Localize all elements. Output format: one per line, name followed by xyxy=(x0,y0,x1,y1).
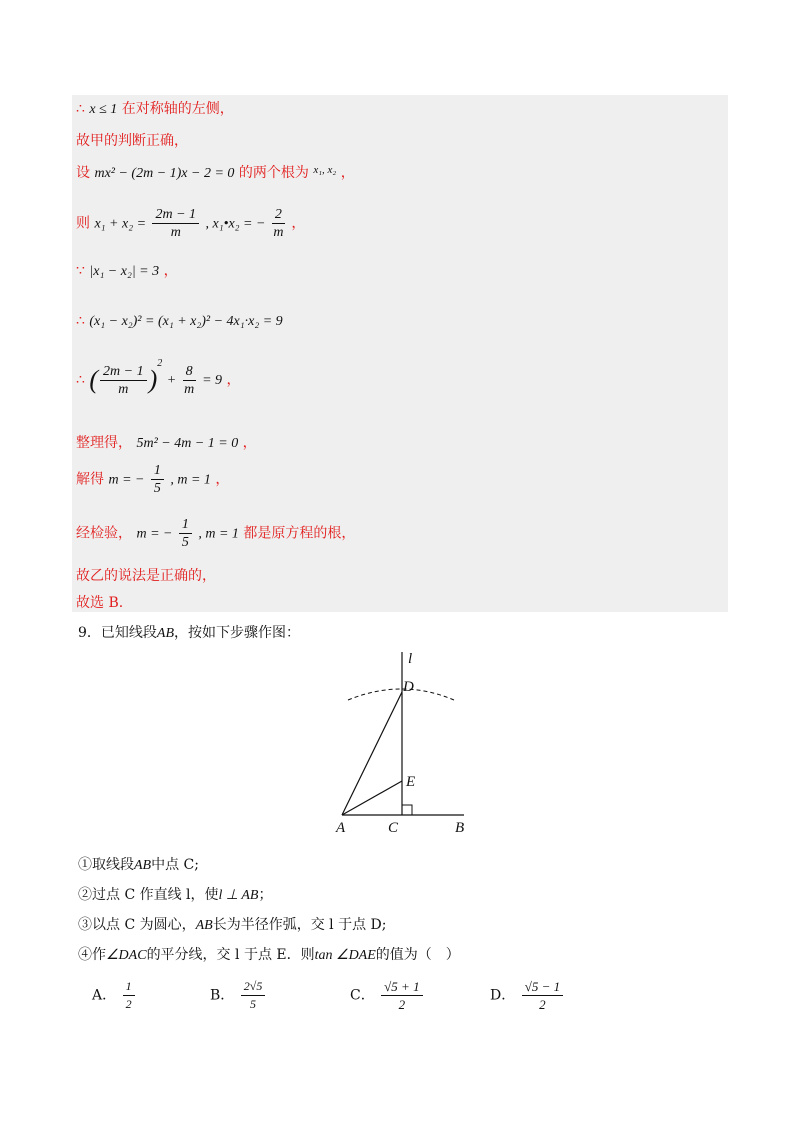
solution-text: 在对称轴的左侧， xyxy=(121,101,234,117)
solution-text: 设 xyxy=(76,165,90,181)
label-e: E xyxy=(406,774,416,790)
choice-letter: C． xyxy=(350,987,375,1004)
fraction xyxy=(151,462,164,497)
question-text: ③以点 C 为圆心， xyxy=(78,917,196,933)
choice-c[interactable] xyxy=(350,978,425,1013)
fraction xyxy=(152,206,199,241)
left-paren: ( xyxy=(89,365,99,394)
fraction-denominator: 5 xyxy=(250,997,257,1011)
choice-d[interactable] xyxy=(490,978,565,1013)
label-l: l xyxy=(408,651,413,667)
question-text: 9．已知线段 xyxy=(78,625,157,641)
solution-line-8 xyxy=(76,432,257,452)
math-expression: m = − xyxy=(136,526,173,542)
math-expression: tan ∠DAE xyxy=(314,948,376,963)
math-expression: , x₁•x₂ = − xyxy=(205,216,266,232)
solution-text: 整理得， xyxy=(76,435,132,451)
step-3 xyxy=(78,914,387,934)
because-symbol: ∵ xyxy=(76,263,85,279)
fraction xyxy=(381,978,422,1013)
fraction-numerator: 1 xyxy=(179,516,192,534)
solution-line-12 xyxy=(76,592,123,612)
step-2 xyxy=(78,884,272,904)
fraction-numerator: 2m − 1 xyxy=(152,206,199,224)
math-expression: , m = 1 xyxy=(198,526,239,542)
question-stem xyxy=(78,622,300,642)
choice-letter: B． xyxy=(210,987,235,1004)
math-expression: AB xyxy=(195,918,213,933)
fraction xyxy=(272,206,285,241)
solution-text: 故选 B. xyxy=(76,595,124,611)
right-angle-mark xyxy=(402,805,412,815)
solution-line-1 xyxy=(76,98,234,118)
solution-text: ， xyxy=(291,215,306,232)
solution-line-7 xyxy=(76,358,241,398)
solution-text: 故乙的说法是正确的， xyxy=(76,568,216,584)
math-expression: m = − xyxy=(108,472,145,488)
math-expression: + xyxy=(166,373,177,388)
solution-text: 的两个根为 xyxy=(238,165,309,181)
question-text: ，按如下步骤作图： xyxy=(174,625,301,641)
fraction xyxy=(123,978,135,1013)
solution-line-10 xyxy=(76,516,355,551)
fraction-numerator: 8 xyxy=(183,363,196,381)
math-expression: AB xyxy=(134,858,152,873)
solution-text: ， xyxy=(215,471,230,488)
fraction-denominator: 2 xyxy=(398,997,406,1012)
choice-letter: A． xyxy=(92,987,117,1004)
fraction xyxy=(183,363,196,398)
solution-line-4 xyxy=(76,206,305,241)
label-c: C xyxy=(388,820,399,836)
solution-line-11 xyxy=(76,565,216,585)
solution-line-6 xyxy=(76,313,283,330)
fraction-numerator: 2 xyxy=(272,206,285,224)
label-d: D xyxy=(403,679,414,695)
fraction-numerator: √5 + 1 xyxy=(381,978,422,996)
math-expression: ∠DAC xyxy=(106,948,147,963)
fraction-denominator: 5 xyxy=(153,481,161,496)
solution-text: 解得 xyxy=(76,471,104,488)
math-expression: x₁ + x₂ = xyxy=(94,216,147,232)
solution-line-9 xyxy=(76,462,229,497)
fraction-denominator: m xyxy=(184,381,195,397)
question-text: 中点 C; xyxy=(151,857,199,873)
math-expression: , m = 1 xyxy=(170,472,211,488)
solution-line-5 xyxy=(76,260,178,280)
geometry-figure xyxy=(330,648,480,838)
solution-text: 则 xyxy=(76,215,90,232)
solution-line-3 xyxy=(76,162,355,182)
math-expression: x₁, x₂ xyxy=(313,164,337,176)
math-expression: 5m² − 4m − 1 = 0 xyxy=(136,436,239,451)
solution-text: ， xyxy=(163,263,178,279)
step-4 xyxy=(78,944,460,964)
math-expression: x ≤ 1 xyxy=(89,102,118,117)
math-expression: = 9 xyxy=(202,373,223,388)
math-expression: AB xyxy=(156,626,175,641)
label-b: B xyxy=(455,820,465,836)
question-text: ②过点 C 作直线 l，使 xyxy=(78,887,219,903)
choice-b[interactable] xyxy=(210,978,267,1013)
question-text: 的平分线，交 l 于点 E．则 xyxy=(146,947,315,963)
question-text: ④作 xyxy=(78,947,106,963)
fraction-denominator: m xyxy=(273,225,284,240)
right-paren: ) xyxy=(148,365,158,394)
step-1 xyxy=(78,854,199,874)
fraction-denominator: m xyxy=(170,225,181,240)
fraction-numerator: √5 − 1 xyxy=(522,978,563,996)
solution-text: 经检验， xyxy=(76,525,132,542)
choice-a[interactable] xyxy=(92,978,137,1013)
solution-text: 都是原方程的根， xyxy=(243,525,356,542)
fraction-numerator: 2√5 xyxy=(241,978,266,996)
solution-text: ， xyxy=(242,435,257,451)
math-expression: mx² − (2m − 1)x − 2 = 0 xyxy=(94,166,235,181)
question-text: 的值为（ ） xyxy=(375,947,460,963)
fraction xyxy=(241,978,266,1013)
fraction-numerator: 1 xyxy=(151,462,164,480)
fraction-numerator: 1 xyxy=(123,978,135,996)
therefore-symbol: ∴ xyxy=(76,372,85,388)
math-expression: |x₁ − x₂| = 3 xyxy=(89,264,160,279)
segment-ae xyxy=(342,781,402,815)
math-expression: (x₁ − x₂)² = (x₁ + x₂)² − 4x₁·x₂ = 9 xyxy=(89,314,283,329)
choice-letter: D． xyxy=(490,987,516,1004)
fraction-denominator: 2 xyxy=(125,997,132,1011)
question-text: ； xyxy=(258,887,273,903)
exponent: 2 xyxy=(157,358,163,369)
segment-ad xyxy=(342,692,402,815)
fraction xyxy=(100,363,147,398)
solution-text: 故甲的判断正确， xyxy=(76,133,188,149)
fraction xyxy=(179,516,192,551)
solution-text: ， xyxy=(340,165,355,181)
question-text: 长为半径作弧，交 l 于点 D; xyxy=(212,917,387,933)
fraction-denominator: 5 xyxy=(181,535,189,550)
label-a: A xyxy=(336,820,346,836)
therefore-symbol: ∴ xyxy=(76,313,85,329)
fraction-denominator: 2 xyxy=(539,997,546,1012)
fraction xyxy=(522,978,563,1013)
solution-text: ， xyxy=(226,372,241,388)
question-text: ①取线段 xyxy=(78,857,134,873)
fraction-numerator: 2m − 1 xyxy=(100,363,147,381)
solution-line-2 xyxy=(76,130,188,150)
fraction-denominator: m xyxy=(118,381,129,397)
math-expression: l ⊥ AB xyxy=(218,888,259,903)
therefore-symbol: ∴ xyxy=(76,101,85,117)
